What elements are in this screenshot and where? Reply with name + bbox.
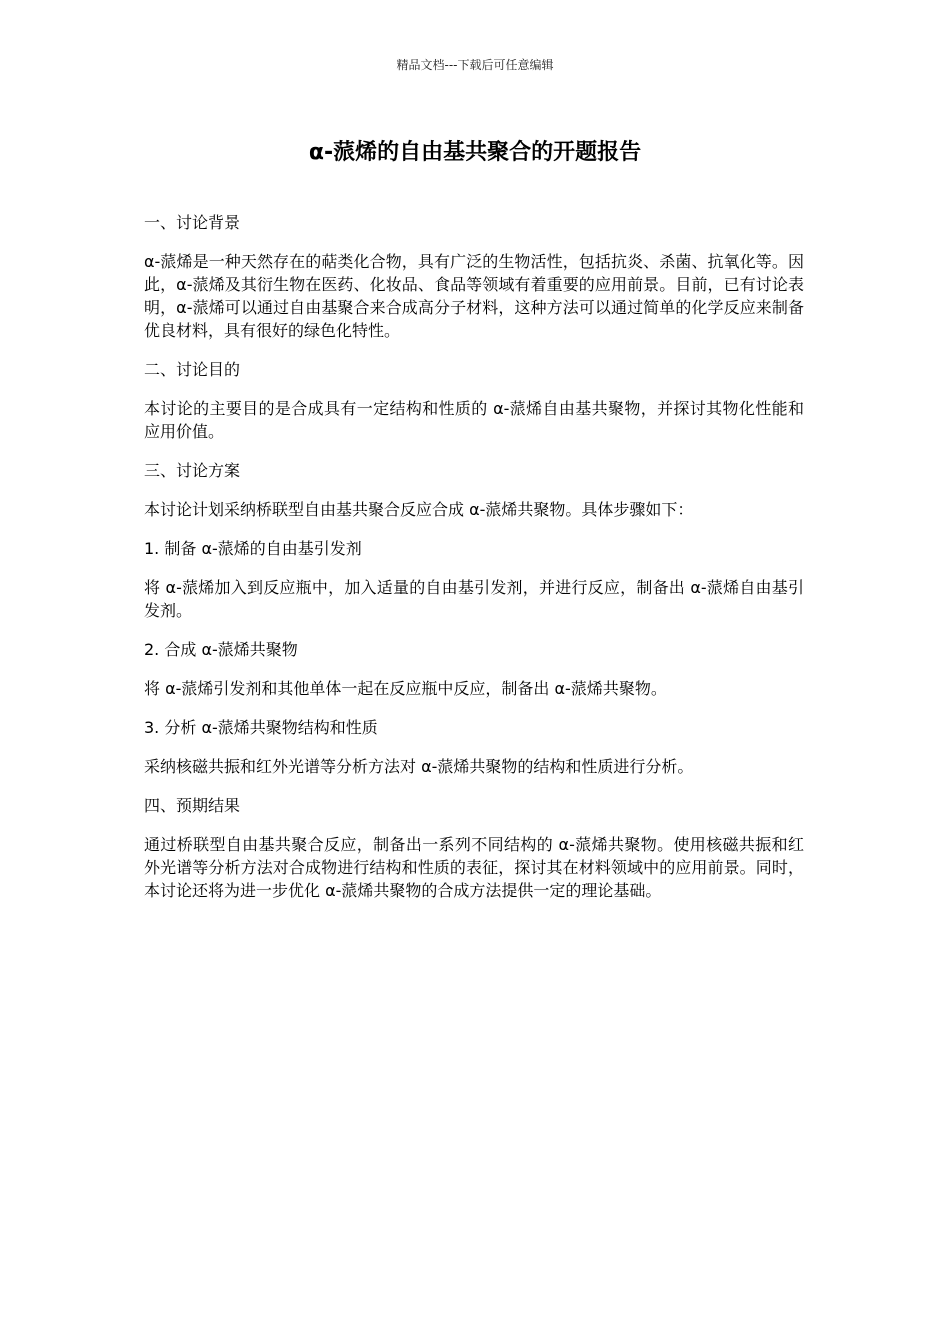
section-heading-background: 一、讨论背景 — [144, 213, 241, 232]
paragraph-plan-intro: 本讨论计划采纳桥联型自由基共聚合反应合成 α-蒎烯共聚物。具体步骤如下： — [144, 500, 694, 519]
header-note: 精品文档---下载后可任意编辑 — [396, 58, 554, 72]
step-heading-3: 3. 分析 α-蒎烯共聚物结构和性质 — [144, 718, 378, 737]
step-paragraph-2: 将 α-蒎烯引发剂和其他单体一起在反应瓶中反应，制备出 α-蒎烯共聚物。 — [144, 679, 667, 698]
paragraph-purpose: 本讨论的主要目的是合成具有一定结构和性质的 α-蒎烯自由基共聚物，并探讨其物化性能和应用价值。 — [144, 399, 804, 441]
step-heading-2: 2. 合成 α-蒎烯共聚物 — [144, 640, 298, 659]
step-heading-1: 1. 制备 α-蒎烯的自由基引发剂 — [144, 539, 362, 558]
document-title: α-蒎烯的自由基共聚合的开题报告 — [308, 140, 642, 165]
paragraph-expected-results: 通过桥联型自由基共聚合反应，制备出一系列不同结构的 α-蒎烯共聚物。使用核磁共振和红外光谱等分析方法对合成物进行结构和性质的表征，探讨其在材料领域中的应用前景。同时，本讨论还将为进一步优化 α-蒎烯共聚物的合成方法提供一定的理论基础。 — [144, 835, 804, 900]
paragraph-background: α-蒎烯是一种天然存在的萜类化合物，具有广泛的生物活性，包括抗炎、杀菌、抗氧化等。因此，α-蒎烯及其衍生物在医药、化妆品、食品等领域有着重要的应用前景。目前，已有讨论表明，α-蒎烯可以通过自由基聚合来合成高分子材料，这种方法可以通过简单的化学反应来制备优良材料，具有很好的绿色化特性。 — [144, 252, 804, 340]
section-heading-plan: 三、讨论方案 — [144, 461, 241, 480]
step-paragraph-3: 采纳核磁共振和红外光谱等分析方法对 α-蒎烯共聚物的结构和性质进行分析。 — [144, 757, 694, 776]
section-heading-purpose: 二、讨论目的 — [144, 360, 241, 379]
document-body — [144, 211, 804, 918]
section-heading-expected-results: 四、预期结果 — [144, 796, 241, 815]
step-paragraph-1: 将 α-蒎烯加入到反应瓶中，加入适量的自由基引发剂，并进行反应，制备出 α-蒎烯自由基引发剂。 — [144, 578, 804, 620]
